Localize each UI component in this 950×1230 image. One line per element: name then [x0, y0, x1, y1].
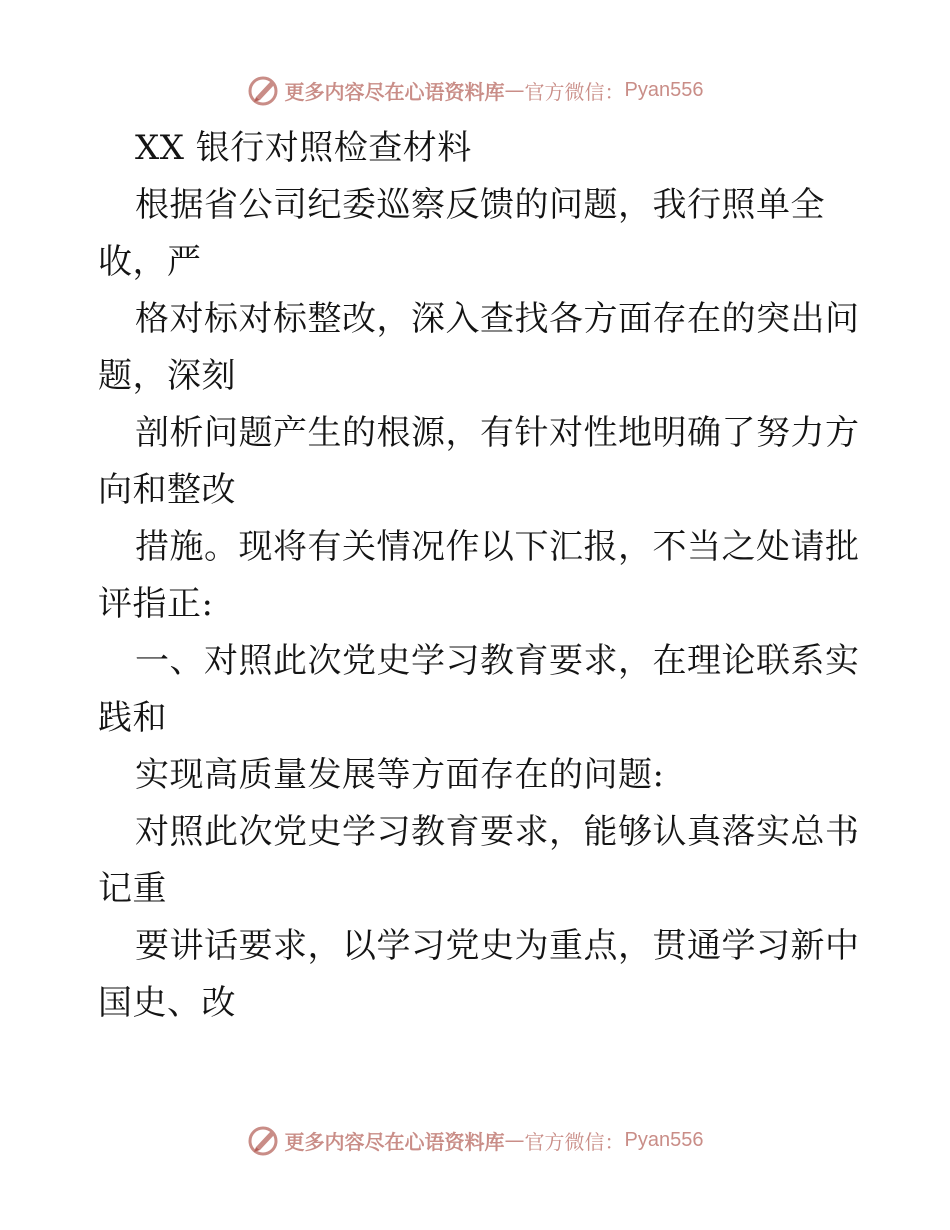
watermark-main-text: 更多内容尽在心语资料库 [284, 1129, 505, 1154]
document-line: 评指正: [98, 584, 214, 624]
document-line: 剖析问题产生的根源，有针对性地明确了努力方 [135, 413, 860, 453]
watermark-wechat-id: Pyan556 [624, 78, 704, 101]
document-line: 记重 [98, 869, 167, 909]
pen-logo-icon [247, 73, 281, 107]
document-line: 实现高质量发展等方面存在的问题: [135, 755, 665, 795]
watermark-footer [0, 1120, 950, 1160]
document-title: XX 银行对照检查材料 [135, 128, 472, 168]
document-line: 收，严 [98, 242, 202, 282]
document-line: 措施。现将有关情况作以下汇报，不当之处请批 [135, 527, 860, 567]
document-body [98, 120, 858, 1032]
watermark-dash: — [504, 78, 525, 102]
document-line: 国史、改 [98, 983, 236, 1023]
document-line: 要讲话要求，以学习党史为重点，贯通学习新中 [135, 926, 860, 966]
document-line: 向和整改 [98, 470, 236, 510]
document-line: 根据省公司纪委巡察反馈的问题，我行照单全 [135, 185, 825, 225]
watermark-main-text: 更多内容尽在心语资料库 [284, 79, 505, 104]
document-line: 格对标对标整改，深入查找各方面存在的突出问 [135, 299, 860, 339]
watermark-header [0, 70, 950, 110]
document-line: 对照此次党史学习教育要求，能够认真落实总书 [135, 812, 860, 852]
watermark-wechat-label: 官方微信： [524, 79, 625, 104]
document-line: 题，深刻 [98, 356, 236, 396]
watermark-dash: — [504, 1128, 525, 1152]
pen-logo-icon [247, 1123, 281, 1157]
watermark-wechat-label: 官方微信： [524, 1129, 625, 1154]
document-line: 践和 [98, 698, 167, 738]
section-heading: 一、对照此次党史学习教育要求，在理论联系实 [135, 641, 860, 681]
watermark-wechat-id: Pyan556 [624, 1128, 704, 1151]
